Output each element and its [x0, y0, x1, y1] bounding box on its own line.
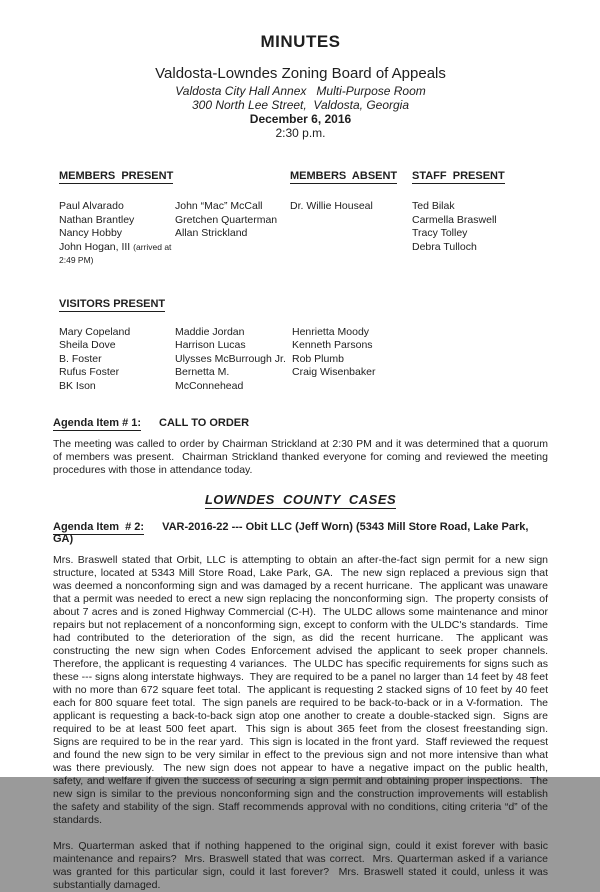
staff-name: Carmella Braswell: [412, 213, 497, 226]
agenda-item-1-title: CALL TO ORDER: [159, 417, 250, 429]
document-title: MINUTES: [260, 32, 341, 51]
visitors-heading-row: [59, 294, 548, 312]
visitors-column-1: [59, 326, 175, 394]
arrival-note: (arrived at 2:49 PM): [59, 241, 172, 265]
members-present-column-1: [59, 200, 175, 268]
attendance-headings-row: [59, 166, 548, 184]
members-present-heading-cell: [59, 166, 290, 184]
staff-present-heading-cell: [412, 166, 548, 184]
agenda-item-2-paragraph-1: Mrs. Braswell stated that Orbit, LLC is attempting to obtain an after-the-fact sign permit for a new sign structure, located at 5343 Mill Store Road, Lake Park, GA. The new sign replaced a previous sign that was deemed a nonconforming sign and was damaged by a recent hurricane. The applicant was unaware that a permit was needed to erect a new sign replacing the nonconforming sign. The property consists of about 7 acres and is zoned Highway Commercial (C-H). The ULDC allows some maintenance and minor repairs but not replacement of a nonconforming sign, except to conform with the ULDC's standards. Time had contributed to the deterioration of the sign, as did the recent hurricane. The applicant was constructing the new sign when Codes Enforcement advised the applicant to seek proper channels. Therefore, the applicant is requesting 4 variances. The ULDC has specific requirements for signs such as these --- signs along interstate highways. They are required to be a panel no larger than 14 feet by 48 feet with no more than 672 square feet total. The applicant is requesting 2 stacked signs of 10 feet by 40 feet each for 800 square feet total. The sign panels are required to be back-to-back or in a V-formation. The applicant is requesting a back-to-back sign atop one another to create a double-stacked sign. Signs are required to be at least 500 feet apart. This sign is about 365 feet from the closest freestanding sign. Signs are required to be in the rear yard. This sign is located in the front yard. Staff reviewed the request and found the new sign to be very similar in effect to the previous sign and not more intensive than what was there previously. The new sign does not appear to have a negative impact on the public health, safety, and welfare if given the success of securing a sign permit and obtaining proper inspections. The new sign is similar to the previous nonconforming sign and the construction improvements will establish the safety and stability of the sign. Staff recommends approval with no conditions, citing criteria “d” of the standards.: [53, 554, 554, 826]
organization-name: Valdosta-Lowndes Zoning Board of Appeals: [155, 65, 446, 82]
members-absent-heading: MEMBERS ABSENT: [290, 170, 398, 182]
agenda-item-2-section: [53, 521, 554, 892]
visitors-present-heading: VISITORS PRESENT: [59, 297, 166, 310]
lowndes-county-cases-heading: LOWNDES COUNTY CASES: [204, 492, 397, 507]
member-name: [59, 241, 175, 268]
visitors-column-2: [175, 326, 292, 394]
members-present-heading: MEMBERS PRESENT: [59, 170, 174, 182]
staff-name: Debra Tulloch: [412, 240, 477, 253]
members-absent-heading-cell: [290, 166, 412, 184]
visitor-name: Ulysses McBurrough Jr.: [175, 352, 286, 365]
attendance-section: [59, 166, 548, 268]
member-name: Allan Strickland: [175, 227, 248, 239]
agenda-item-1-body: The meeting was called to order by Chairman Strickland at 2:30 PM and it was determined that a quorum of members was present. Chairman Strickland thanked everyone for coming and reviewed the meeting procedures with those in attendance today.: [53, 438, 551, 476]
agenda-item-2-label: Agenda Item # 2:: [53, 521, 145, 533]
visitor-name: Craig Wisenbaker: [292, 366, 376, 378]
staff-present-heading: STAFF PRESENT: [412, 170, 505, 182]
absent-member-name: Dr. Willie Houseal: [290, 200, 373, 212]
meeting-date: December 6, 2016: [249, 112, 352, 126]
document-header: [53, 33, 548, 140]
visitor-name: B. Foster: [59, 352, 102, 365]
staff-name: Ted Bilak: [412, 200, 455, 212]
visitor-name: Henrietta Moody: [292, 325, 370, 338]
member-name: Nathan Brantley: [59, 213, 135, 226]
visitors-column-3: [292, 326, 548, 394]
staff-present-column: [412, 200, 548, 268]
visitors-section: [53, 294, 548, 394]
visitor-name: Maddie Jordan: [175, 325, 245, 338]
visitor-name: Bernetta M.: [175, 366, 230, 378]
member-name: John “Mac” McCall: [175, 200, 263, 212]
lowndes-county-cases-heading-row: [53, 492, 548, 507]
visitor-name: Rufus Foster: [59, 366, 120, 378]
agenda-item-1-section: [53, 417, 551, 477]
agenda-item-2-paragraph-2: Mrs. Quarterman asked that if nothing happened to the original sign, could it exist forever with basic maintenance and repairs? Mrs. Braswell stated that was correct. Mrs. Quarterman asked if a variance was granted for this particular sign, could it last forever? Mrs. Braswell stated it could, unless it was substantially damaged.: [53, 840, 551, 891]
visitor-name: BK Ison: [59, 379, 96, 392]
member-name-text: John Hogan, III: [59, 240, 131, 253]
attendance-names-row: [59, 200, 548, 268]
venue-line: Valdosta City Hall Annex Multi-Purpose Room: [175, 84, 426, 98]
agenda-item-2-heading: [53, 521, 548, 545]
agenda-item-1-heading: [53, 417, 548, 429]
visitor-name: McConnehead: [175, 379, 244, 392]
members-absent-column: [290, 200, 412, 268]
visitor-name: Sheila Dove: [59, 339, 116, 351]
member-name: Paul Alvarado: [59, 200, 124, 212]
meeting-time: 2:30 p.m.: [275, 126, 326, 140]
members-present-column-2: [175, 200, 290, 268]
address-line: 300 North Lee Street, Valdosta, Georgia: [191, 98, 410, 112]
visitor-name: Mary Copeland: [59, 325, 131, 338]
visitors-names-row: [59, 326, 548, 394]
visitor-name: Harrison Lucas: [175, 339, 246, 351]
agenda-item-2-title: VAR-2016-22 --- Obit LLC (Jeff Worn) (5343 Mill Store Road, Lake Park, GA): [53, 521, 532, 545]
visitor-name: Kenneth Parsons: [292, 339, 373, 351]
staff-name: Tracy Tolley: [412, 227, 468, 239]
agenda-item-1-label: Agenda Item # 1:: [53, 417, 142, 429]
member-name: Nancy Hobby: [59, 227, 123, 239]
visitor-name: Rob Plumb: [292, 352, 344, 365]
member-name: Gretchen Quarterman: [175, 213, 278, 226]
